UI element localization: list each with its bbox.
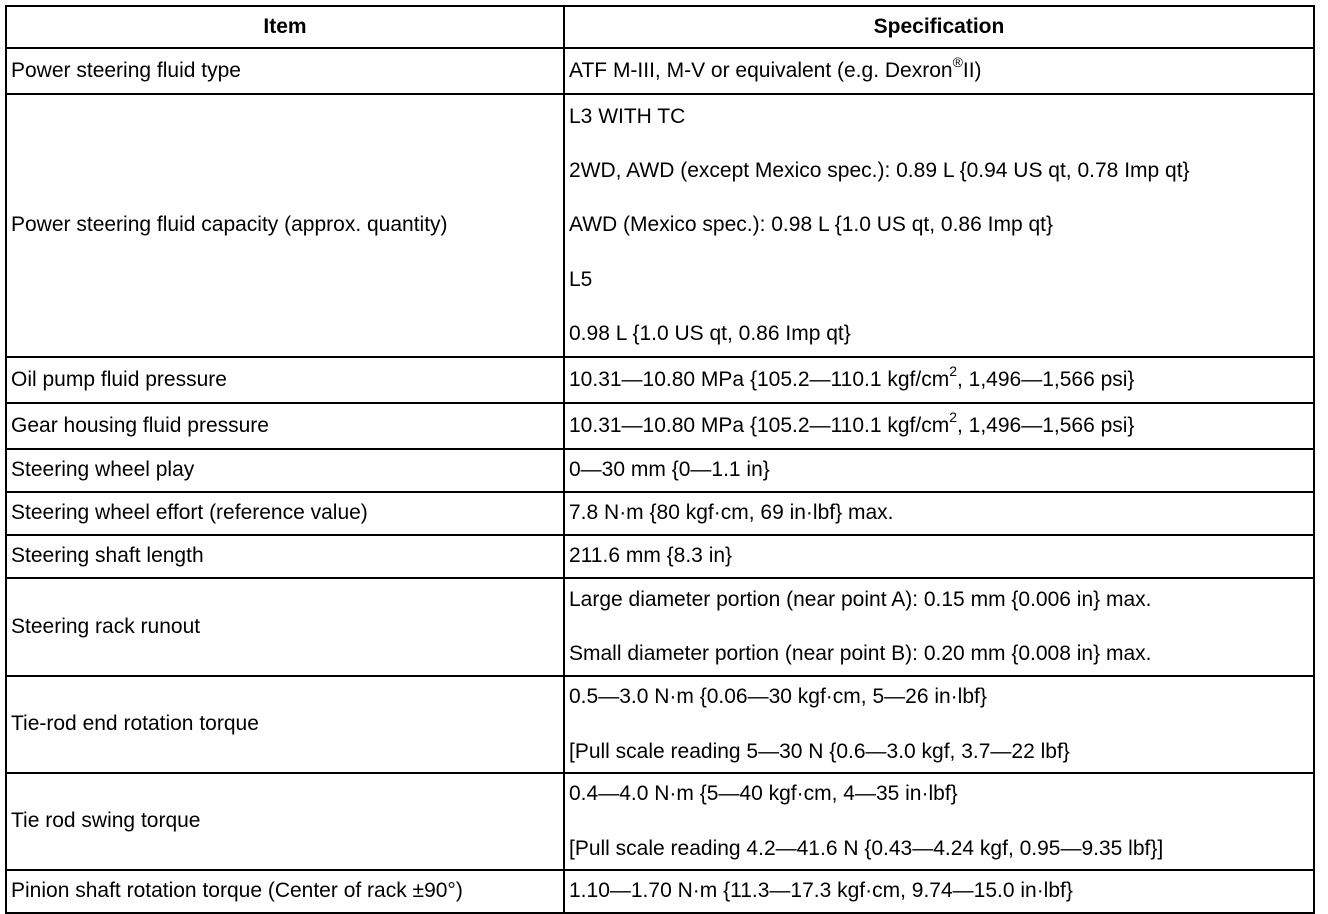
specification-cell xyxy=(564,492,1314,535)
table-row xyxy=(6,94,1314,357)
specification-text-suffix: , 1,496—1,566 psi} xyxy=(956,413,1135,437)
table-row xyxy=(6,578,1314,676)
specification-line xyxy=(569,544,1309,568)
specification-text: 0.98 L {1.0 US qt, 0.86 Imp qt} xyxy=(569,321,851,345)
specification-cell xyxy=(564,870,1314,913)
table-row xyxy=(6,48,1314,94)
header-row xyxy=(6,6,1314,48)
specification-line xyxy=(569,685,1309,709)
item-cell: Tie-rod end rotation torque xyxy=(6,676,564,773)
specification-line xyxy=(569,837,1309,861)
specification-text: 0—30 mm {0—1.1 in} xyxy=(569,458,770,482)
specification-cell xyxy=(564,578,1314,676)
specification-cell xyxy=(564,357,1314,403)
specification-line xyxy=(569,322,1309,346)
specification-text: Large diameter portion (near point A): 0.15 mm {0.006 in} max. xyxy=(569,587,1152,611)
specification-text: 7.8 N·m {80 kgf·cm, 69 in·lbf} max. xyxy=(569,501,894,525)
specification-text-suffix: II) xyxy=(962,58,982,82)
specification-text-suffix: , 1,496—1,566 psi} xyxy=(956,367,1135,391)
specification-cell xyxy=(564,676,1314,773)
specification-line xyxy=(569,782,1309,806)
specification-line xyxy=(569,268,1309,292)
item-cell: Pinion shaft rotation torque (Center of rack ±90°) xyxy=(6,870,564,913)
item-cell: Steering wheel play xyxy=(6,449,564,492)
specification-text: ATF M-III, M-V or equivalent (e.g. Dexron xyxy=(569,58,953,82)
superscript: ® xyxy=(952,53,963,70)
specification-table xyxy=(5,5,1315,914)
specification-text: [Pull scale reading 4.2—41.6 N {0.43—4.24 kgf, 0.95—9.35 lbf}] xyxy=(569,836,1164,860)
superscript: 2 xyxy=(949,408,957,425)
table-row xyxy=(6,676,1314,773)
item-cell: Oil pump fluid pressure xyxy=(6,357,564,403)
specification-line xyxy=(569,213,1309,237)
specification-text: 10.31—10.80 MPa {105.2—110.1 kgf/cm xyxy=(569,413,950,437)
table-row xyxy=(6,535,1314,578)
specification-text: [Pull scale reading 5—30 N {0.6—3.0 kgf, 3.7—22 lbf} xyxy=(569,739,1070,763)
specification-line xyxy=(569,879,1309,903)
table-row xyxy=(6,492,1314,535)
specification-line xyxy=(569,642,1309,666)
specification-text: Small diameter portion (near point B): 0.20 mm {0.008 in} max. xyxy=(569,642,1152,665)
item-cell: Power steering fluid capacity (approx. quantity) xyxy=(6,94,564,357)
specification-text: AWD (Mexico spec.): 0.98 L {1.0 US qt, 0.86 Imp qt} xyxy=(569,213,1053,237)
item-cell: Power steering fluid type xyxy=(6,48,564,94)
specification-line xyxy=(569,53,1309,83)
specification-text: 10.31—10.80 MPa {105.2—110.1 kgf/cm xyxy=(569,367,950,391)
specification-text: 0.5—3.0 N·m {0.06—30 kgf·cm, 5—26 in·lbf} xyxy=(569,685,987,709)
specification-line xyxy=(569,458,1309,482)
specification-text: L5 xyxy=(569,267,593,291)
specification-cell xyxy=(564,773,1314,870)
table-row xyxy=(6,357,1314,403)
specification-cell xyxy=(564,94,1314,357)
specification-line xyxy=(569,159,1309,183)
specification-line xyxy=(569,408,1309,438)
item-cell: Tie rod swing torque xyxy=(6,773,564,870)
table-row xyxy=(6,773,1314,870)
superscript: 2 xyxy=(949,362,957,379)
table-row xyxy=(6,449,1314,492)
specification-cell xyxy=(564,403,1314,449)
item-cell: Gear housing fluid pressure xyxy=(6,403,564,449)
specification-cell xyxy=(564,449,1314,492)
specification-cell xyxy=(564,535,1314,578)
header-item: Item xyxy=(6,6,564,48)
specification-cell xyxy=(564,48,1314,94)
specification-line xyxy=(569,362,1309,392)
specification-text: L3 WITH TC xyxy=(569,105,686,129)
specification-line xyxy=(569,105,1309,129)
specification-line xyxy=(569,501,1309,525)
header-specification: Specification xyxy=(564,6,1314,48)
table-body xyxy=(6,48,1314,913)
specification-line xyxy=(569,588,1309,612)
table-row xyxy=(6,870,1314,913)
specification-text: 211.6 mm {8.3 in} xyxy=(569,544,733,568)
specification-text: 2WD, AWD (except Mexico spec.): 0.89 L {0.94 US qt, 0.78 Imp qt} xyxy=(569,159,1190,183)
item-cell: Steering wheel effort (reference value) xyxy=(6,492,564,535)
item-cell: Steering shaft length xyxy=(6,535,564,578)
table-row xyxy=(6,403,1314,449)
specification-text: 0.4—4.0 N·m {5—40 kgf·cm, 4—35 in·lbf} xyxy=(569,782,958,806)
item-cell: Steering rack runout xyxy=(6,578,564,676)
specification-text: 1.10—1.70 N·m {11.3—17.3 kgf·cm, 9.74—15.0 in·lbf} xyxy=(569,879,1073,903)
specification-line xyxy=(569,740,1309,764)
